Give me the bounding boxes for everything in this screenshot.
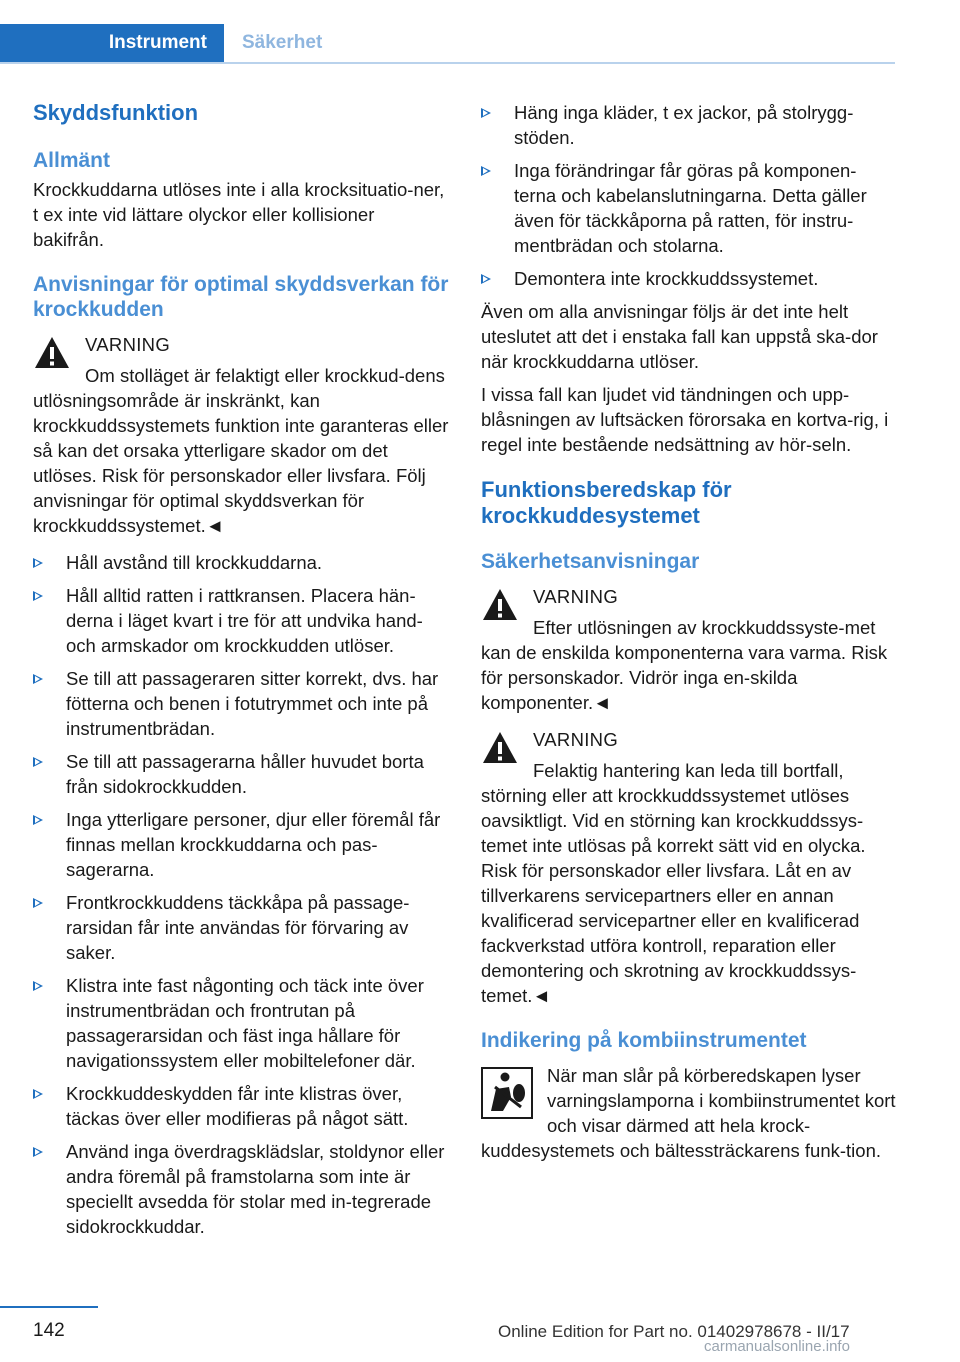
warning-triangle-icon bbox=[481, 729, 519, 767]
triangle-bullet-icon bbox=[33, 815, 43, 825]
tab-sakerhet[interactable]: Säkerhet bbox=[242, 32, 323, 53]
indikering-text: När man slår på körberedskapen lyser varningslamporna i kombiinstrumentet kort och visar därmed att hela krock-kuddesystemets och bältessträckarens funk-tion. bbox=[481, 1065, 896, 1161]
airbag-warning-lamp-icon bbox=[481, 1067, 533, 1119]
sakerhet-heading: Säkerhetsanvisningar bbox=[481, 550, 700, 573]
warning-block bbox=[481, 584, 897, 715]
watermark: carmanualsonline.info bbox=[704, 1338, 850, 1355]
list-item: Demontera inte krockkuddssystemet. bbox=[481, 266, 897, 291]
funktion-heading: Funktionsberedskap för krockkuddesystemet bbox=[481, 477, 732, 528]
right-column bbox=[481, 100, 897, 1163]
footer-rule bbox=[0, 1306, 98, 1308]
left-column bbox=[33, 100, 449, 1247]
triangle-bullet-icon bbox=[481, 166, 491, 176]
triangle-bullet-icon bbox=[33, 558, 43, 568]
allmant-heading: Allmänt bbox=[33, 149, 111, 172]
list-item: Klistra inte fast någonting och täck inte över instrumentbrädan och frontrutan på passagerarsidan och fäst inga hållare för navigationssystem eller mobiltelefoner där. bbox=[33, 973, 449, 1073]
warning-text: Om stolläget är felaktigt eller krockkud-dens utlösningsområde är inskränkt, kan krockkuddssystemets funktion inte garanteras eller så kan det orsaka ytterligare skador om det utlöses. Risk för personskador eller livsfara. Följ anvisningar för optimal skyddsverkan för krockkuddssystemet.◄ bbox=[33, 365, 449, 536]
list-item: Inga förändringar får göras på komponen-terna och kabelanslutningarna. Detta gäller även för täckkåporna på ratten, för instru-mentbrädan och stolarna. bbox=[481, 158, 897, 258]
triangle-bullet-icon bbox=[33, 981, 43, 991]
warning-text: Efter utlösningen av krockkuddssyste-met kan de enskilda komponenterna vara varma. Risk för personskador. Vidrör inga en-skilda komponenter.◄ bbox=[481, 617, 888, 713]
warning-title: VARNING bbox=[85, 334, 171, 355]
warning-block bbox=[481, 727, 897, 1008]
paragraph: I vissa fall kan ljudet vid tändningen och upp-blåsningen av luftsäcken förorsaka en kortva-rig, i regel inte bestående nedsättning av hör-seln. bbox=[481, 384, 889, 455]
list-item: Inga ytterligare personer, djur eller föremål får finnas mellan krockkuddarna och pas-sagerarna. bbox=[33, 807, 449, 882]
triangle-bullet-icon bbox=[33, 898, 43, 908]
list-item: Krockkuddeskydden får inte klistras över, täckas över eller modifieras på något sätt. bbox=[33, 1081, 449, 1131]
warning-title: VARNING bbox=[533, 729, 619, 750]
edition-text: Online Edition for Part no. 01402978678 - II/17 bbox=[498, 1322, 850, 1341]
section-title: Skyddsfunktion bbox=[33, 100, 199, 125]
allmant-text: Krockkuddarna utlöses inte i alla krocksituatio-ner, t ex inte vid lättare olyckor eller kollisioner bakifrån. bbox=[33, 179, 445, 250]
triangle-bullet-icon bbox=[33, 757, 43, 767]
warning-block bbox=[33, 332, 449, 538]
page-number: 142 bbox=[33, 1320, 65, 1341]
tab-instrument[interactable]: Instrument bbox=[0, 24, 224, 62]
list-item: Håll avstånd till krockkuddarna. bbox=[33, 550, 449, 575]
list-item: Se till att passagerarna håller huvudet borta från sidokrockkudden. bbox=[33, 749, 449, 799]
list-item: Håll alltid ratten i rattkransen. Placera hän-derna i läget kvart i tre för att undvika hand- och armskador om krockkudden utlöser. bbox=[33, 583, 449, 658]
triangle-bullet-icon bbox=[481, 108, 491, 118]
warning-triangle-icon bbox=[481, 586, 519, 624]
warning-text: Felaktig hantering kan leda till bortfall, störning eller att krockkuddssystemet utlöses oavsiktligt. Vid en störning kan krockkuddssys-temet inte utlösas på korrekt sätt vid en olycka. Risk för personskador eller livsfara. Låt en av tillverkarens servicepartners eller en annan kvalificerad servicepartner eller en kvalificerad fackverkstad utföra kontroll, reparation eller demontering och skrotning av krockkuddssys-temet.◄ bbox=[481, 760, 866, 1006]
triangle-bullet-icon bbox=[481, 274, 491, 284]
list-item: Se till att passageraren sitter korrekt, dvs. har fötterna och benen i fotutrymmet och inte på instrumentbrädan. bbox=[33, 666, 449, 741]
bullet-list bbox=[33, 550, 449, 1239]
anvisningar-heading: Anvisningar för optimal skyddsverkan för krockkudden bbox=[33, 273, 449, 321]
indikering-block bbox=[481, 1063, 897, 1163]
list-item: Frontkrockkuddens täckkåpa på passage-rarsidan får inte användas för förvaring av saker. bbox=[33, 890, 449, 965]
warning-triangle-icon bbox=[33, 334, 71, 372]
triangle-bullet-icon bbox=[33, 674, 43, 684]
bullet-list bbox=[481, 100, 897, 291]
triangle-bullet-icon bbox=[33, 1147, 43, 1157]
paragraph: Även om alla anvisningar följs är det inte helt uteslutet att det i enstaka fall kan uppstå ska-dor när krockkuddarna utlöser. bbox=[481, 301, 878, 372]
warning-title: VARNING bbox=[533, 586, 619, 607]
list-item: Häng inga kläder, t ex jackor, på stolrygg-stöden. bbox=[481, 100, 897, 150]
indikering-heading: Indikering på kombiinstrumentet bbox=[481, 1029, 807, 1052]
triangle-bullet-icon bbox=[33, 591, 43, 601]
tab-bar bbox=[0, 24, 895, 64]
list-item: Använd inga överdragsklädslar, stoldynor eller andra föremål på framstolarna som inte är speciellt avsedda för stolar med in-tegrerade sidokrockkuddar. bbox=[33, 1139, 449, 1239]
triangle-bullet-icon bbox=[33, 1089, 43, 1099]
